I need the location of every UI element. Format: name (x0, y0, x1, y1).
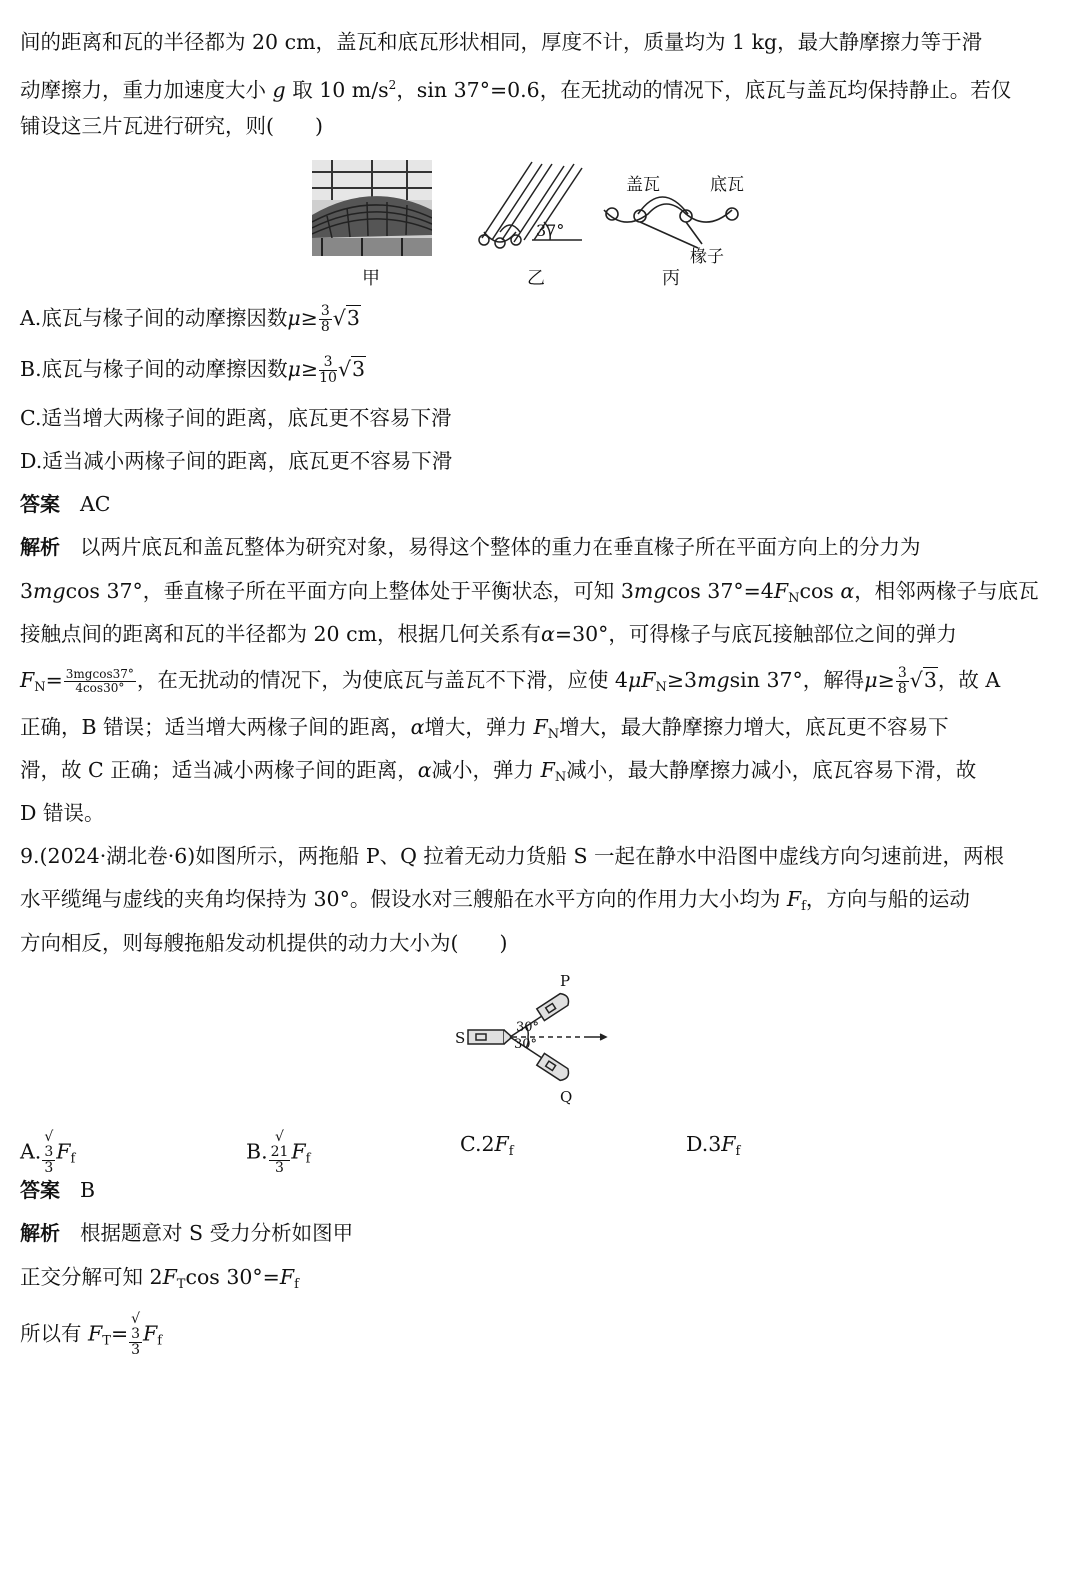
var: mg (697, 668, 730, 692)
fraction (319, 355, 337, 386)
text-span: 正确，B 错误；适当增大两椽子间的距离， (20, 715, 411, 739)
subscript: f (305, 1151, 311, 1167)
fraction-num: 3 (897, 665, 907, 681)
var: F (533, 715, 548, 739)
text-span: 取 10 m/s (292, 78, 389, 102)
label-gaiwa: 盖瓦 (626, 175, 660, 195)
text-span: ，相邻两椽子与底瓦 (854, 579, 1039, 603)
option-d (20, 447, 452, 475)
subscript: f (157, 1333, 163, 1349)
fraction (896, 666, 909, 697)
angle-label-upper: 30° (516, 1020, 540, 1035)
analysis-line (20, 1263, 299, 1299)
text-line (20, 112, 323, 140)
text-span: 方向相反，则每艘拖船发动机提供的动力大小为( ) (20, 931, 508, 955)
text-span: 增大，最大静摩擦力增大，底瓦更不容易下 (559, 715, 949, 739)
superscript: 2 (388, 78, 397, 92)
figure-label-jia: 甲 (362, 268, 380, 289)
text-span: 3 (20, 579, 34, 603)
analysis-line (20, 756, 976, 792)
question-line (20, 842, 1004, 870)
answer-value: AC (80, 492, 111, 516)
subscript: N (554, 770, 567, 785)
text-span: 铺设这三片瓦进行研究，则( ) (20, 114, 323, 138)
text-span: C.适当增大两椽子间的距离，底瓦更不容易下滑 (20, 406, 452, 430)
text-span: 根据题意对 S 受力分析如图甲 (80, 1221, 354, 1245)
text-span: = (45, 668, 63, 692)
text-span: ≥3 (666, 668, 698, 692)
figure-label-bing: 丙 (662, 268, 680, 289)
figure-label-yi: 乙 (527, 268, 545, 289)
text-span: ，sin 37°=0.6，在无扰动的情况下，底瓦与盖瓦均保持静止。若仅 (396, 78, 1012, 102)
text-span: D.3 (686, 1132, 722, 1156)
fraction-den: 3 (275, 1160, 284, 1176)
var-mu: μ (287, 306, 301, 330)
answer-label: 答案 (20, 1178, 60, 1202)
text-span: ≥ (300, 306, 318, 330)
radicand: 3 (352, 357, 366, 381)
analysis-label: 解析 (20, 1221, 60, 1245)
answer-value: B (80, 1178, 96, 1202)
text-span: 9.(2024·湖北卷·6)如图所示，两拖船 P、Q 拉着无动力货船 S 一起在静水中沿图中虚线方向匀速前进，两根 (20, 844, 1005, 868)
var: F (88, 1321, 103, 1346)
fraction-den: 3 (44, 1160, 54, 1176)
radicand: 21 (270, 1144, 289, 1160)
text-span: 增大，弹力 (424, 715, 534, 739)
radicand: 3 (923, 668, 937, 692)
subscript: f (508, 1144, 514, 1159)
analysis-line (20, 577, 1039, 613)
var: F (494, 1132, 509, 1156)
var: μ (864, 668, 878, 692)
option-c2 (460, 1130, 514, 1166)
fraction (269, 1130, 291, 1176)
analysis-line (20, 666, 1000, 702)
option-a2 (20, 1130, 75, 1176)
radicand: 3 (346, 306, 360, 330)
analysis-line (20, 1219, 353, 1247)
var: F (786, 887, 802, 911)
text-span: ，方向与船的运动 (805, 887, 970, 911)
text-span: cos (799, 579, 841, 603)
option-a (20, 304, 361, 335)
var: α (417, 758, 432, 782)
fraction-num: 3 (320, 303, 330, 319)
analysis-line (20, 713, 949, 749)
sqrt: √3 (909, 668, 937, 692)
fraction-den: 4cos30° (75, 681, 125, 695)
analysis-line (20, 620, 957, 648)
var: α (840, 579, 855, 603)
var-g: g (272, 78, 286, 102)
subscript: f (70, 1151, 76, 1167)
figure-bing-diagram (598, 170, 758, 270)
text-line (20, 71, 1011, 104)
text-span: D.适当减小两椽子间的距离，底瓦更不容易下滑 (20, 449, 453, 473)
subscript: T (176, 1277, 186, 1292)
label-s: S (455, 1029, 466, 1047)
angle-label: 37° (536, 221, 565, 240)
fraction (129, 1312, 142, 1358)
text-span: 正交分解可知 2 (20, 1265, 163, 1289)
subscript: N (547, 727, 560, 742)
text-span: 动摩擦力，重力加速度大小 (20, 78, 266, 102)
text-span: cos 37°=4 (666, 579, 774, 603)
text-span: 滑，故 C 正确；适当减小两椽子间的距离， (20, 758, 418, 782)
var: F (56, 1139, 71, 1164)
var: F (279, 1265, 295, 1289)
figure-jia-photo (312, 160, 432, 256)
var: α (541, 622, 555, 646)
text-span: 水平缆绳与虚线的夹角均保持为 30°。假设水对三艘船在水平方向的作用力大小均为 (20, 887, 787, 911)
var: F (162, 1265, 177, 1289)
text-span: B. (246, 1139, 268, 1164)
var: F (143, 1321, 158, 1346)
text-line (20, 28, 982, 56)
fraction-num: 3 (319, 355, 337, 371)
var: μF (627, 668, 656, 692)
text-span: ，故 A (937, 668, 1001, 692)
fraction (319, 304, 332, 335)
subscript: f (801, 899, 806, 914)
answer-line (20, 1176, 95, 1204)
subscript: N (655, 680, 667, 695)
text-span: 以两片底瓦和盖瓦整体为研究对象，易得这个整体的重力在垂直椽子所在平面方向上的分力为 (80, 535, 921, 559)
radicand: 3 (131, 1326, 141, 1342)
var: F (721, 1132, 736, 1156)
text-span: A.底瓦与椽子间的动摩擦因数 (20, 306, 288, 330)
subscript: T (102, 1333, 111, 1349)
analysis-line (20, 1312, 162, 1358)
sqrt: √3 (332, 306, 360, 330)
text-span: A. (20, 1139, 42, 1164)
label-chuanzi: 椽子 (690, 247, 724, 267)
question-line (20, 929, 508, 957)
text-span: ，在无扰动的情况下，为使底瓦与盖瓦不下滑，应使 4 (136, 668, 628, 692)
text-span: C.2 (460, 1132, 495, 1156)
text-span: 接触点间的距离和瓦的半径都为 20 cm，根据几何关系有 (20, 622, 542, 646)
text-span: 减小，最大静摩擦力减小，底瓦容易下滑，故 (566, 758, 977, 782)
var: F (773, 579, 789, 603)
fraction-den: 10 (319, 370, 337, 386)
subscript: N (788, 591, 800, 606)
text-span: 减小，弹力 (431, 758, 541, 782)
option-b2 (246, 1130, 310, 1176)
subscript: N (34, 680, 46, 695)
var: mg (633, 579, 667, 603)
var: F (540, 758, 555, 782)
subscript: f (294, 1277, 299, 1292)
text-span: cos 30°= (185, 1265, 280, 1289)
fraction (64, 668, 136, 695)
figure-boats (450, 968, 620, 1108)
var: mg (33, 579, 66, 603)
subscript: f (735, 1144, 741, 1159)
radicand: 3 (44, 1144, 54, 1160)
analysis-label: 解析 (20, 535, 60, 559)
var-mu: μ (287, 357, 301, 381)
fraction-num: 3mgcos37° (65, 667, 134, 681)
text-span: ≥ (877, 668, 895, 692)
answer-line (20, 490, 111, 518)
fraction-num: √ 3 (44, 1129, 54, 1160)
fraction (42, 1130, 55, 1176)
option-d2 (686, 1130, 740, 1166)
text-span: cos 37°，垂直椽子所在平面方向上整体处于平衡状态，可知 3 (65, 579, 634, 603)
text-span: 所以有 (20, 1321, 89, 1346)
var: α (410, 715, 425, 739)
angle-label-lower: 30° (514, 1037, 538, 1052)
question-line (20, 885, 970, 921)
fraction-den: 8 (897, 681, 907, 697)
var: F (291, 1139, 306, 1164)
label-q: Q (560, 1088, 573, 1106)
fraction-num: √ 21 (270, 1129, 289, 1160)
label-diwa: 底瓦 (710, 175, 744, 195)
sqrt: √3 (337, 357, 366, 381)
answer-label: 答案 (20, 492, 60, 516)
label-p: P (560, 972, 571, 990)
text-span: sin 37°，解得 (729, 668, 865, 692)
fraction-den: 8 (320, 319, 330, 335)
figure-yi-diagram (472, 160, 592, 255)
fraction-den: 3 (131, 1342, 141, 1358)
text-span: D 错误。 (20, 801, 105, 825)
text-span: B.底瓦与椽子间的动摩擦因数 (20, 357, 288, 381)
option-b (20, 355, 366, 386)
text-span: 间的距离和瓦的半径都为 20 cm，盖瓦和底瓦形状相同，厚度不计，质量均为 1 kg，最大静摩擦力等于滑 (20, 30, 983, 54)
option-c (20, 404, 451, 432)
analysis-line (20, 799, 104, 827)
fraction-num: √ 3 (131, 1311, 141, 1342)
var: F (20, 668, 35, 692)
text-span: = (110, 1321, 129, 1346)
text-span: =30°，可得椽子与底瓦接触部位之间的弹力 (554, 622, 957, 646)
text-span: ≥ (300, 357, 319, 381)
analysis-line (20, 533, 921, 561)
